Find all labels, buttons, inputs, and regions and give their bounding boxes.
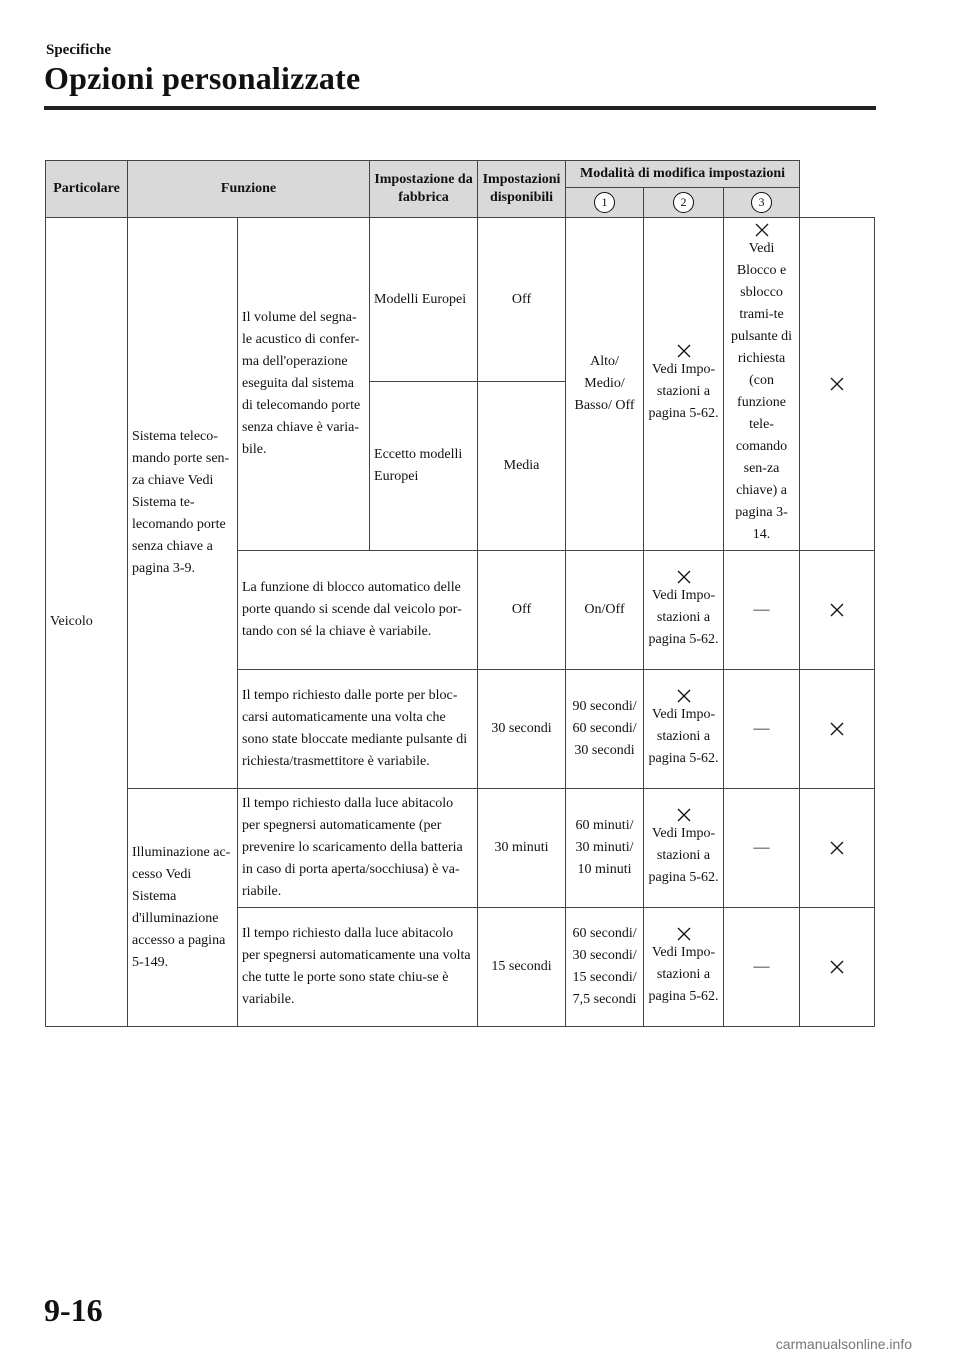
mode-2-cell: — [724,789,800,908]
mode-3-circle-icon: 3 [751,192,772,213]
funzione-cell: Il tempo richiesto dalle porte per bloc-carsi automaticamente una volta che sono state bloccate mediante pulsante di richiesta/trasmettitore è variabile. [238,670,478,789]
cross-icon [754,222,770,238]
mode-3-cell [800,218,875,551]
default-cell: Off [478,218,566,382]
mode-1-cell [644,789,724,908]
header-mode-1 [566,188,644,218]
header-mode-3 [724,188,800,218]
header-modalita: Modalità di modifica impostazioni [566,161,800,188]
available-cell: On/Off [566,551,644,670]
available-cell: 60 minuti/ 30 minuti/ 10 minuti [566,789,644,908]
page-title: Opzioni personalizzate [44,60,361,96]
mode-1-cell [644,670,724,789]
section-label: Specifiche [46,42,111,58]
mode-3-cell [800,908,875,1027]
header-impostazione-fabbrica: Impostazione da fabbrica [370,161,478,218]
default-cell: 30 secondi [478,670,566,789]
mode-2-cell [724,218,800,551]
cross-icon [676,569,692,585]
mode-3-cell [800,551,875,670]
default-cell: Off [478,551,566,670]
page-number: 9-16 [44,1292,103,1328]
mode-note: Vedi Impo-stazioni a pagina 5-62. [648,945,719,1004]
cross-icon [829,602,845,618]
custom-options-table [45,160,875,1027]
subcategory-keyless: Sistema teleco-mando porte sen-za chiave Vedi Sistema te-lecomando porte senza chiave a pagina 3-9. [128,218,238,789]
default-cell: 15 secondi [478,908,566,1027]
funzione-cell: Il tempo richiesto dalla luce abitacolo per spegnersi automaticamente (per prevenire lo scaricamento della batteria in caso di porta aperta/socchiusa) è va-riabile. [238,789,478,908]
mode-2-cell: — [724,551,800,670]
subcategory-illuminazione: Illuminazione ac-cesso Vedi Sistema d'illuminazione accesso a pagina 5-149. [128,789,238,1027]
mode-note: Vedi Blocco e sblocco trami-te pulsante di richiesta (con funzione tele-comando sen-za chiave) a pagina 3-14. [731,241,793,542]
available-cell: 90 secondi/ 60 secondi/ 30 secondi [566,670,644,789]
available-cell: Alto/ Medio/ Basso/ Off [566,218,644,551]
header-row [46,161,875,188]
mode-note: Vedi Impo-stazioni a pagina 5-62. [648,707,719,766]
table-row [46,218,875,382]
variant-cell: Eccetto modelli Europei [370,382,478,551]
header-funzione: Funzione [128,161,370,218]
mode-1-cell [644,218,724,551]
cross-icon [676,688,692,704]
funzione-cell: Il volume del segna-le acustico di confer-ma dell'operazione eseguita dal sistema di telecomando porte senza chiave è varia-bile. [238,218,370,551]
variant-cell: Modelli Europei [370,218,478,382]
header-particolare: Particolare [46,161,128,218]
cross-icon [829,840,845,856]
cross-icon [676,926,692,942]
mode-1-cell [644,551,724,670]
mode-2-cell: — [724,670,800,789]
watermark: carmanualsonline.info [775,1336,912,1352]
mode-note: Vedi Impo-stazioni a pagina 5-62. [648,588,719,647]
available-cell: 60 secondi/ 30 secondi/ 15 secondi/ 7,5 secondi [566,908,644,1027]
header-mode-2 [644,188,724,218]
cross-icon [676,343,692,359]
cross-icon [829,959,845,975]
cross-icon [676,807,692,823]
category-cell: Veicolo [46,218,128,1027]
table-row [46,789,875,908]
mode-3-cell [800,670,875,789]
mode-1-cell [644,908,724,1027]
funzione-cell: Il tempo richiesto dalla luce abitacolo per spegnersi automaticamente una volta che tutte le porte sono state chiu-se è variabile. [238,908,478,1027]
cross-icon [829,721,845,737]
title-rule [44,106,876,110]
mode-1-circle-icon: 1 [594,192,615,213]
default-cell: Media [478,382,566,551]
mode-note: Vedi Impo-stazioni a pagina 5-62. [648,826,719,885]
header-impostazioni-disponibili: Impostazioni disponibili [478,161,566,218]
funzione-cell: La funzione di blocco automatico delle porte quando si scende dal veicolo por-tando con sé la chiave è variabile. [238,551,478,670]
mode-2-circle-icon: 2 [673,192,694,213]
cross-icon [829,376,845,392]
mode-2-cell: — [724,908,800,1027]
mode-note: Vedi Impo-stazioni a pagina 5-62. [648,362,719,421]
mode-3-cell [800,789,875,908]
default-cell: 30 minuti [478,789,566,908]
